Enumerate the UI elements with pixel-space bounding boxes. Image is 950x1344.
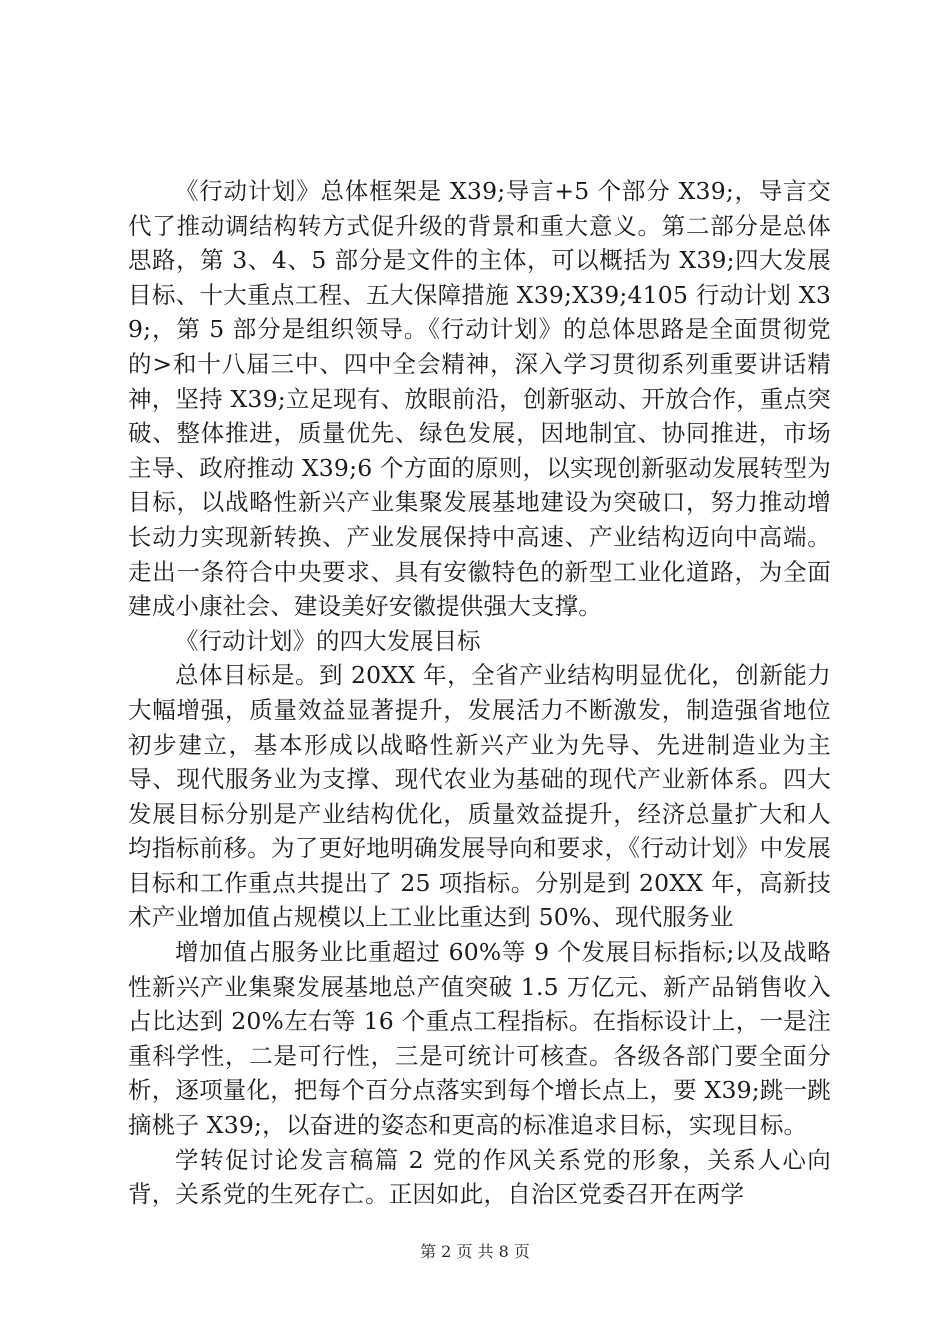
paragraph-overall-goal: 总体目标是。到 20XX 年，全省产业结构明显优化，创新能力大幅增强，质量效益显著提升，发展活力不断激发，制造强省地位初步建立，基本形成以战略性新兴产业为先导、先进制造业为主导、现代服务业为支撑、现代农业为基础的现代产业新体系。四大发展目标分别是产业结构优化，质量效益提升，经济总量扩大和人均指标前移。为了更好地明确发展导向和要求，《行动计划》中发展目标和工作重点共提出了 25 项指标。分别是到 20XX 年，高新技术产业增加值占规模以上工业比重达到 50%、现代服务业: [128, 661, 831, 932]
paragraph-framework: 《行动计划》总体框架是 X39;导言+5 个部分 X39;，导言交代了推动调结构转方式促升级的背景和重大意义。第二部分是总体思路，第 3、4、5 部分是文件的主体，可以概括为 X39;四大发展目标、十大重点工程、五大保障措施 X39;X39;4105 行动计划 X39;，第 5 部分是组织领导。《行动计划》的总体思路是全面贯彻党的>和十八届三中、四中全会精神，深入学习贯彻系列重要讲话精神，坚持 X39;立足现有、放眼前沿，创新驱动、开放合作，重点突破、整体推进，质量优先、绿色发展，因地制宜、协同推进，市场主导、政府推动 X39;6 个方面的原则，以实现创新驱动发展转型为目标，以战略性新兴产业集聚发展基地建设为突破口，努力推动增长动力实现新转换、产业发展保持中高速、产业结构迈向中高端。走出一条符合中央要求、具有安徽特色的新型工业化道路，为全面建成小康社会、建设美好安徽提供强大支撑。: [128, 177, 831, 621]
paragraph-indicators: 增加值占服务业比重超过 60%等 9 个发展目标指标;以及战略性新兴产业集聚发展基地总产值突破 1.5 万亿元、新产品销售收入占比达到 20%左右等 16 个重点工程指标。在指标设计上，一是注重科学性，二是可行性，三是可统计可核查。各级各部门要全面分析，逐项量化，把每个百分点落实到每个增长点上，要 X39;跳一跳摘桃子 X39;，以奋进的姿态和更高的标准追求目标，实现目标。: [128, 938, 831, 1140]
section-heading-goals: 《行动计划》的四大发展目标: [175, 626, 481, 655]
paragraph-speech: 学转促讨论发言稿篇 2 党的作风关系党的形象，关系人心向背，关系党的生死存亡。正因如此，自治区党委召开在两学: [128, 1145, 831, 1209]
document-body: [128, 174, 831, 1212]
page-footer: 第 2 页 共 8 页: [420, 1242, 530, 1261]
